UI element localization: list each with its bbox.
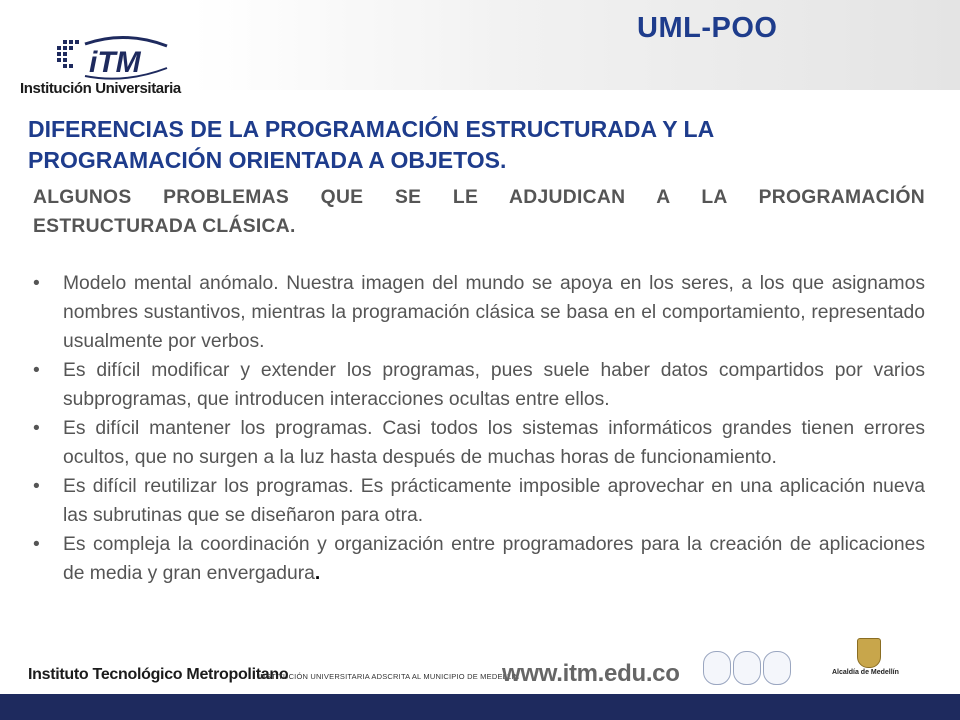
bullet-text: Es difícil mantener los programas. Casi todos los sistemas informáticos grandes tienen errores ocultos, que no surgen a la luz hasta después de muchas horas de funcionamiento. <box>63 418 925 468</box>
subtitle-line1: ALGUNOS PROBLEMAS QUE SE LE ADJUDICAN A LA PROGRAMACIÓN <box>33 187 925 208</box>
page-title <box>28 114 928 176</box>
alcaldia-text: Alcaldía de Medellín <box>832 669 899 676</box>
bullet-item <box>33 269 925 356</box>
bullet-text: Es compleja la coordinación y organización entre programadores para la creación de aplicaciones de media y gran envergadura <box>63 534 925 584</box>
itm-logo-icon <box>55 34 175 80</box>
bullet-item <box>33 472 925 530</box>
iqnet-seal-icon <box>733 651 761 685</box>
slide-tag: UML-POO <box>637 12 778 44</box>
certification-logos <box>703 649 793 685</box>
page-title-line1: DIFERENCIAS DE LA PROGRAMACIÓN ESTRUCTURADA Y LA <box>28 116 715 142</box>
bullet-text: Es difícil modificar y extender los programas, pues suele haber datos compartidos por varios subprogramas, que introducen interacciones ocultas entre ellos. <box>63 360 925 410</box>
svg-text:iTM: iTM <box>89 46 141 79</box>
final-period: . <box>314 563 321 584</box>
accreditation-seal-icon <box>763 651 791 685</box>
slide-content <box>33 183 925 588</box>
bullet-text: Modelo mental anómalo. Nuestra imagen del mundo se apoya en los seres, a los que asignamos nombres sustantivos, mientras la programación clásica se basa en el comportamiento, representado usualmente por verbos. <box>63 273 925 352</box>
bullet-item <box>33 356 925 414</box>
itm-logo <box>20 28 200 108</box>
bullet-list <box>33 269 925 588</box>
bullet-item <box>33 530 925 588</box>
alcaldia-logo <box>830 638 920 682</box>
bottom-bar <box>0 694 960 720</box>
bullet-text: Es difícil reutilizar los programas. Es prácticamente imposible aprovechar en una aplicación nueva las subrutinas que se diseñaron para otra. <box>63 476 925 526</box>
footer-institution: Instituto Tecnológico Metropolitano <box>28 666 289 683</box>
certification-seal-icon <box>703 651 731 685</box>
logo-text: Institución Universitaria <box>20 80 181 97</box>
footer-url: www.itm.edu.co <box>502 660 680 687</box>
footer <box>0 644 960 694</box>
bullet-item <box>33 414 925 472</box>
subtitle-line2: ESTRUCTURADA CLÁSICA. <box>33 216 296 237</box>
footer-affiliation: INSTITUCIÓN UNIVERSITARIA ADSCRITA AL MUNICIPIO DE MEDELLÍN <box>258 672 520 681</box>
page-title-line2: PROGRAMACIÓN ORIENTADA A OBJETOS. <box>28 147 507 173</box>
medellin-shield-icon <box>857 638 881 668</box>
